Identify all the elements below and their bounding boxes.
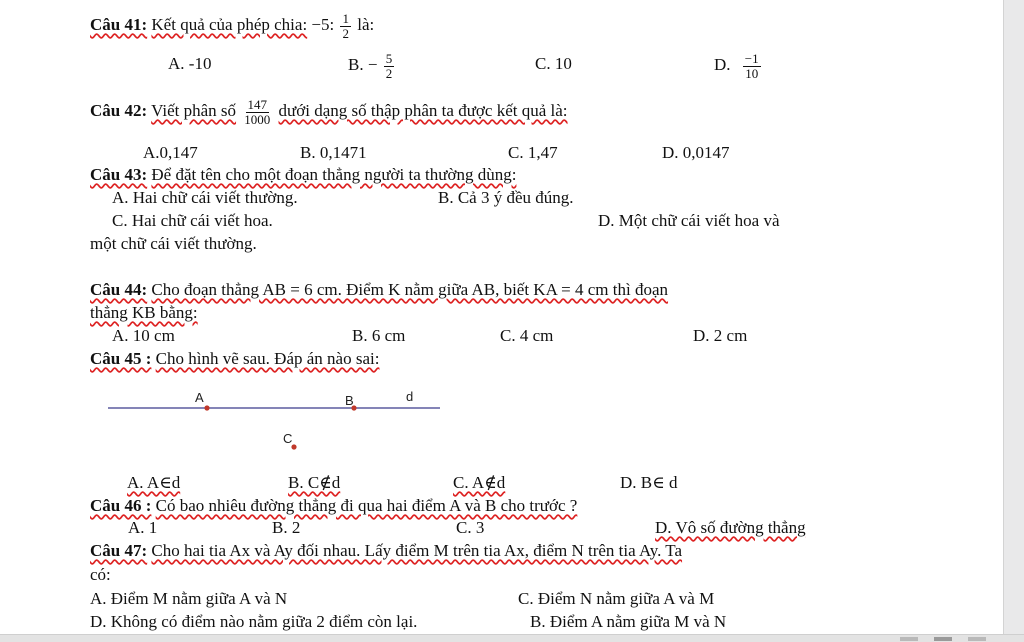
print-layout-icon[interactable] <box>934 637 952 641</box>
q45-text: Cho hình vẽ sau. Đáp án nào sai: <box>155 349 380 368</box>
q46-d-text: D. Vô số đường thẳng <box>655 518 806 537</box>
q46-option-c[interactable]: C. 3 <box>456 518 485 537</box>
q44-option-a[interactable]: A. 10 cm <box>112 326 175 345</box>
q44-stem <box>90 281 668 298</box>
q41-d-fraction <box>743 52 761 80</box>
q41-text-end: là: <box>357 15 375 35</box>
q41-text: Kết quả của phép chia: <box>151 15 308 35</box>
q41-label: Câu 41: <box>90 15 148 35</box>
q46-option-d[interactable] <box>655 519 806 536</box>
q45-c-text: C. A∉d <box>453 473 506 492</box>
q46-option-b[interactable]: B. 2 <box>272 518 301 537</box>
q43-option-b[interactable]: B. Cả 3 ý đều đúng. <box>438 188 574 207</box>
q41-d-den: 10 <box>745 65 759 81</box>
q41-option-d[interactable] <box>714 52 763 80</box>
q42-option-a[interactable]: A.0,147 <box>143 143 198 162</box>
q44-text: Cho đoạn thẳng AB = 6 cm. Điểm K nằm giữa AB, biết KA = 4 cm thì đoạn <box>151 280 669 299</box>
q41-b-prefix: B. − <box>348 55 378 75</box>
q45-a-text: A. A∈d <box>127 473 181 492</box>
q44-option-b[interactable]: B. 6 cm <box>352 326 406 345</box>
q41-d-num: −1 <box>744 51 759 66</box>
status-bar <box>0 634 1024 642</box>
q47-text: Cho hai tia Ax và Ay đối nhau. Lấy điểm M trên tia Ax, điểm N trên tia Ay. Ta <box>151 541 683 560</box>
q46-label: Câu 46 : <box>90 496 152 515</box>
q45-b-text: B. C∉d <box>288 473 341 492</box>
q41-b-fraction <box>384 52 395 80</box>
web-layout-icon[interactable] <box>968 637 986 641</box>
q45-option-b[interactable] <box>288 474 340 491</box>
q42-frac-den: 1000 <box>244 111 271 127</box>
point-c-label: C <box>283 431 293 446</box>
q41-b-den: 2 <box>385 65 393 81</box>
q42-text: Viết phân số <box>151 101 237 121</box>
q43-stem <box>90 166 516 183</box>
q47-option-c[interactable]: C. Điểm N nằm giữa A và M <box>518 589 715 608</box>
point-a-dot <box>204 405 209 410</box>
q46-text: Có bao nhiêu đường thẳng đi qua hai điểm A và B cho trước ? <box>155 496 578 515</box>
q44-text-cont: thẳng KB bằng: <box>90 303 198 322</box>
q42-label: Câu 42: <box>90 101 148 121</box>
q47-option-a[interactable]: A. Điểm M nằm giữa A và N <box>90 589 288 608</box>
q45-stem <box>90 350 379 367</box>
q43-option-d-cont: một chữ cái viết thường. <box>90 234 257 253</box>
q43-label: Câu 43: <box>90 165 148 184</box>
q41-fraction <box>340 12 351 40</box>
q44-option-d[interactable]: D. 2 cm <box>693 326 748 345</box>
read-mode-icon[interactable] <box>900 637 918 641</box>
point-a-label: A <box>195 390 204 405</box>
q41-option-a[interactable]: A. -10 <box>168 54 212 73</box>
q43-option-d[interactable]: D. Một chữ cái viết hoa và <box>598 211 780 230</box>
q44-option-c[interactable]: C. 4 cm <box>500 326 554 345</box>
point-b-label: B <box>345 393 354 408</box>
q47-stem-cont: có: <box>90 565 111 584</box>
q41-frac-den: 2 <box>342 25 349 41</box>
q42-text-end: dưới dạng số thập phân ta được kết quả là: <box>278 101 568 121</box>
line-d-label: d <box>406 389 414 404</box>
q45-option-d[interactable]: D. B∈ d <box>620 473 678 492</box>
q45-label: Câu 45 : <box>90 349 152 368</box>
q47-stem <box>90 542 682 559</box>
q43-text: Để đặt tên cho một đoạn thẳng người ta thường dùng: <box>151 165 517 184</box>
q41-option-c[interactable]: C. 10 <box>535 54 572 73</box>
q41-stem <box>90 12 374 40</box>
q42-fraction <box>242 98 272 126</box>
q41-b-num: 5 <box>385 51 393 66</box>
q42-stem <box>90 98 568 126</box>
q42-option-d[interactable]: D. 0,0147 <box>662 143 730 162</box>
q46-option-a[interactable]: A. 1 <box>128 518 158 537</box>
q43-option-a[interactable]: A. Hai chữ cái viết thường. <box>112 188 298 207</box>
q42-option-c[interactable]: C. 1,47 <box>508 143 558 162</box>
q46-stem <box>90 497 577 514</box>
q42-frac-num: 147 <box>247 97 268 112</box>
q47-option-d[interactable]: D. Không có điểm nào nằm giữa 2 điểm còn lại. <box>90 612 418 631</box>
q47-option-b[interactable]: B. Điểm A nằm giữa M và N <box>530 612 727 631</box>
q43-option-c[interactable]: C. Hai chữ cái viết hoa. <box>112 211 273 230</box>
q41-d-prefix: D. <box>714 55 731 75</box>
q42-option-b[interactable]: B. 0,1471 <box>300 143 367 162</box>
right-scrollbar[interactable] <box>1003 0 1024 642</box>
q45-option-a[interactable] <box>127 474 180 491</box>
q44-label: Câu 44: <box>90 280 148 299</box>
q41-option-b[interactable] <box>348 52 396 80</box>
q41-expr: −5: <box>311 15 335 35</box>
q45-option-c[interactable] <box>453 474 505 491</box>
q41-frac-num: 1 <box>342 11 349 26</box>
q47-label: Câu 47: <box>90 541 148 560</box>
q44-stem-cont <box>90 304 198 321</box>
